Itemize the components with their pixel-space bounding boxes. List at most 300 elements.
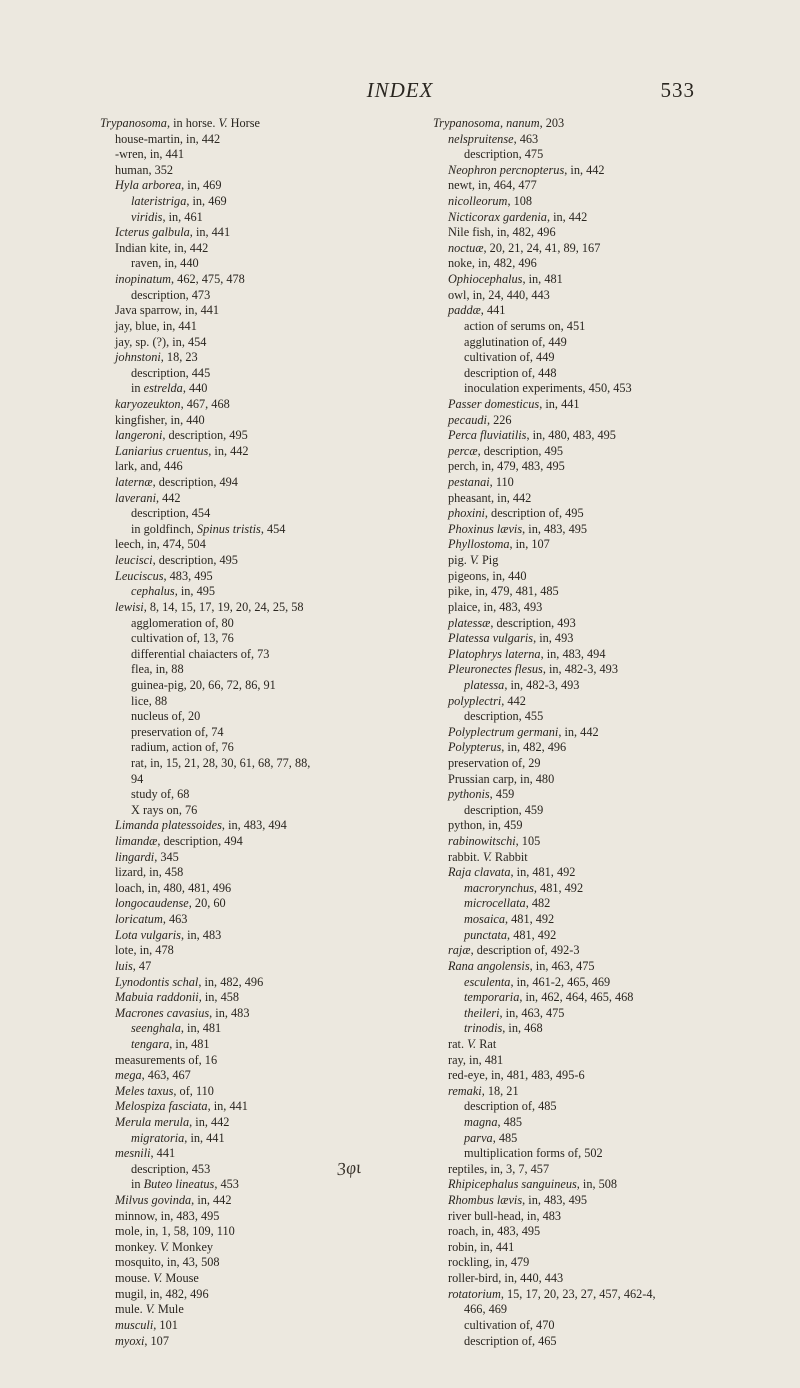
- index-entry: [100, 303, 440, 319]
- entry-text: pike, in, 479, 481, 485: [448, 584, 559, 599]
- entry-term-italic: polyplectri: [448, 693, 502, 708]
- entry-text: 466, 469: [464, 1302, 508, 1317]
- entry-term-italic: loricatum: [115, 912, 163, 927]
- index-entry: [100, 194, 440, 210]
- entry-text: , 462, 475, 478: [171, 272, 245, 287]
- entry-text: , in horse.: [166, 116, 219, 130]
- entry-term-italic: temporaria: [464, 990, 520, 1005]
- running-head: [0, 78, 800, 104]
- entry-term-italic: paddæ: [448, 303, 481, 318]
- entry-text: , 483, 495: [163, 568, 213, 583]
- entry-term-italic: percæ: [448, 443, 478, 458]
- index-entry: [100, 256, 440, 272]
- entry-term-italic: laternæ: [115, 475, 153, 490]
- entry-term-italic: Rana angolensis: [448, 958, 530, 973]
- index-entry: [433, 725, 773, 741]
- entry-text: description, 445: [131, 365, 211, 380]
- index-entry: [100, 569, 440, 585]
- entry-term-italic: punctata: [464, 927, 508, 942]
- entry-text: , 481, 492: [507, 927, 557, 942]
- index-column-right: [433, 116, 773, 1349]
- index-entry: [100, 616, 440, 632]
- entry-text: guinea-pig, 20, 66, 72, 86, 91: [131, 677, 276, 692]
- index-entry: [100, 163, 440, 179]
- entry-text: , in, 483, 495: [522, 1193, 588, 1208]
- entry-text: preservation of, 29: [448, 755, 541, 770]
- index-entry: [433, 584, 773, 600]
- entry-term-italic: V.: [482, 849, 492, 864]
- entry-text: inoculation experiments, 450, 453: [464, 381, 632, 396]
- entry-text: minnow, in, 483, 495: [115, 1208, 220, 1223]
- entry-term-italic: Neophron percnopterus: [448, 162, 565, 177]
- index-entry: [433, 163, 773, 179]
- index-entry: [100, 647, 440, 663]
- index-entry: [100, 818, 440, 834]
- entry-term-italic: Phyllostoma: [448, 537, 510, 552]
- entry-text: Nile fish, in, 482, 496: [448, 225, 556, 240]
- index-entry: [433, 350, 773, 366]
- index-entry: [433, 1177, 773, 1193]
- index-entry: [100, 896, 440, 912]
- entry-term-italic: Spinus tristis: [196, 521, 261, 536]
- entry-text: Rabbit: [491, 849, 528, 864]
- index-entry: [100, 1255, 440, 1271]
- index-entry: [100, 1037, 440, 1053]
- index-entry: [433, 1271, 773, 1287]
- entry-text: rat.: [448, 1036, 468, 1051]
- entry-text: pheasant, in, 442: [448, 490, 532, 505]
- entry-term-italic: longocaudense: [115, 896, 189, 911]
- index-entry: [100, 756, 440, 772]
- index-column-left: [100, 116, 440, 1349]
- entry-term-italic: mega: [115, 1068, 142, 1083]
- index-entry: [433, 912, 773, 928]
- index-entry: [100, 990, 440, 1006]
- index-entry: [433, 1209, 773, 1225]
- index-entry: [100, 522, 440, 538]
- entry-text: X rays on, 76: [131, 802, 198, 817]
- index-entry: [100, 865, 440, 881]
- index-entry: [433, 428, 773, 444]
- entry-text: radium, action of, 76: [131, 740, 234, 755]
- entry-text: Indian kite, in, 442: [115, 240, 209, 255]
- entry-text: , 454: [260, 521, 286, 536]
- entry-text: owl, in, 24, 440, 443: [448, 287, 550, 302]
- entry-term-italic: lewisi: [115, 599, 144, 614]
- index-entry: [433, 1255, 773, 1271]
- entry-text: 94: [131, 771, 144, 786]
- entry-text: , 20, 21, 24, 41, 89, 167: [483, 240, 601, 255]
- entry-text: , in, 481, 492: [510, 865, 576, 880]
- entry-term-italic: magna: [464, 1115, 498, 1129]
- entry-term-italic: platessæ: [448, 615, 491, 630]
- index-entry: [100, 1240, 440, 1256]
- entry-term-italic: Melospiza fasciata: [115, 1099, 208, 1114]
- entry-text: rockling, in, 479: [448, 1255, 530, 1270]
- index-entry: [100, 803, 440, 819]
- index-entry: [100, 1334, 440, 1350]
- entry-text: Rat: [476, 1036, 497, 1051]
- index-entry: [100, 350, 440, 366]
- entry-text: , of, 110: [173, 1083, 214, 1098]
- entry-term-italic: Milvus govinda: [115, 1193, 192, 1208]
- entry-text: , in, 482, 496: [501, 740, 567, 755]
- index-entry: [100, 1318, 440, 1334]
- index-entry: [100, 1146, 440, 1162]
- entry-term-italic: Meles taxus: [115, 1083, 174, 1098]
- entry-term-italic: limandæ: [115, 834, 158, 849]
- entry-text: differential chaiacters of, 73: [131, 646, 270, 661]
- index-entry: [100, 1271, 440, 1287]
- index-entry: [433, 225, 773, 241]
- entry-term-italic: inopinatum: [115, 272, 172, 287]
- entry-term-italic: V.: [467, 1036, 477, 1051]
- entry-text: lote, in, 478: [115, 943, 174, 958]
- entry-text: , in, 469: [186, 194, 227, 209]
- index-entry: [100, 662, 440, 678]
- entry-text: , 107: [144, 1333, 169, 1348]
- entry-term-italic: Rhombus lævis: [448, 1193, 523, 1208]
- entry-term-italic: Polypterus: [448, 740, 502, 755]
- entry-text: , description, 493: [490, 615, 576, 630]
- entry-term-italic: karyozeukton: [115, 396, 181, 411]
- index-entry: [433, 990, 773, 1006]
- entry-term-italic: platessa: [464, 677, 505, 692]
- index-entry: [100, 1177, 440, 1193]
- index-entry: [100, 600, 440, 616]
- entry-text: , in, 469: [181, 178, 222, 193]
- entry-term-italic: Mabuia raddonii: [115, 990, 199, 1005]
- entry-text: , 105: [515, 834, 541, 849]
- index-entry: [100, 959, 440, 975]
- index-entry: [100, 678, 440, 694]
- entry-term-italic: Hyla arborea: [115, 178, 182, 193]
- index-entry: [433, 881, 773, 897]
- entry-term-italic: parva: [464, 1130, 493, 1145]
- entry-text: , 101: [153, 1317, 178, 1332]
- index-entry: [100, 1084, 440, 1100]
- entry-text: noke, in, 482, 496: [448, 256, 537, 271]
- index-entry: [433, 896, 773, 912]
- entry-text: mosquito, in, 43, 508: [115, 1255, 220, 1270]
- entry-term-italic: Lota vulgaris: [115, 927, 181, 942]
- index-entry: [433, 132, 773, 148]
- index-entry: [433, 241, 773, 257]
- entry-term-italic: pecaudi: [448, 412, 487, 427]
- index-entry: [100, 912, 440, 928]
- index-entry: [433, 975, 773, 991]
- entry-text: , 226: [486, 412, 512, 427]
- entry-text: in: [131, 1177, 144, 1192]
- index-entry: [100, 975, 440, 991]
- entry-text: , 47: [132, 958, 152, 973]
- index-entry: [100, 241, 440, 257]
- index-entry: [100, 584, 440, 600]
- index-entry: [433, 1287, 773, 1303]
- index-entry: [433, 116, 773, 132]
- entry-term-italic: mosaica: [464, 912, 505, 927]
- index-entry: [433, 553, 773, 569]
- entry-text: Mule: [154, 1302, 184, 1317]
- entry-term-italic: Platophrys laterna: [448, 646, 541, 661]
- index-entry: [100, 553, 440, 569]
- entry-text: , in, 441: [189, 225, 231, 240]
- entry-text: python, in, 459: [448, 818, 523, 833]
- entry-text: , in, 463, 475: [529, 958, 595, 973]
- index-entry: [433, 303, 773, 319]
- entry-text: roach, in, 483, 495: [448, 1224, 541, 1239]
- index-entry: [100, 132, 440, 148]
- entry-text: , 441: [480, 303, 506, 318]
- entry-text: , 467, 468: [180, 396, 230, 411]
- entry-text: cultivation of, 13, 76: [131, 631, 234, 646]
- entry-term-italic: johnstoni: [115, 350, 161, 365]
- entry-text: , in, 458: [198, 990, 240, 1005]
- entry-text: Java sparrow, in, 441: [115, 303, 220, 318]
- entry-text: lizard, in, 458: [115, 865, 184, 880]
- entry-text: , 459: [489, 787, 515, 802]
- index-entry: [100, 850, 440, 866]
- entry-text: study of, 68: [131, 787, 190, 802]
- index-entry: [433, 678, 773, 694]
- entry-text: , in, 483, 495: [522, 521, 588, 536]
- entry-text: , 485: [497, 1115, 523, 1129]
- entry-text: , 18, 21: [481, 1083, 519, 1098]
- entry-text: , in, 442: [558, 724, 599, 739]
- index-entry: [100, 1053, 440, 1069]
- entry-term-italic: langeroni: [115, 428, 163, 443]
- index-entry: [433, 569, 773, 585]
- entry-text: pigeons, in, 440: [448, 568, 527, 583]
- index-entry: [433, 772, 773, 788]
- entry-text: -wren, in, 441: [115, 147, 184, 162]
- entry-term-italic: Polyplectrum germani: [448, 724, 559, 739]
- entry-text: jay, blue, in, 441: [115, 318, 197, 333]
- entry-text: agglomeration of, 80: [131, 615, 234, 630]
- index-entry: [100, 1193, 440, 1209]
- index-entry: [433, 1068, 773, 1084]
- index-entry: [100, 1021, 440, 1037]
- entry-term-italic: myoxi: [115, 1333, 145, 1348]
- entry-text: jay, sp. (?), in, 454: [115, 334, 207, 349]
- index-entry: [433, 740, 773, 756]
- entry-text: , in, 483, 494: [221, 818, 287, 833]
- entry-text: , 20, 60: [188, 896, 226, 911]
- entry-text: , 485: [492, 1130, 518, 1145]
- entry-text: , 463: [513, 131, 539, 146]
- index-entry: [100, 491, 440, 507]
- entry-text: description of, 485: [464, 1099, 557, 1114]
- index-entry: [100, 1006, 440, 1022]
- entry-term-italic: rotatorium: [448, 1286, 501, 1301]
- index-entry: [433, 210, 773, 226]
- entry-text: , 203: [539, 116, 565, 130]
- entry-text: , in, 495: [174, 584, 216, 599]
- index-entry: [433, 1131, 773, 1147]
- entry-term-italic: lingardi: [115, 849, 155, 864]
- entry-term-italic: rabinowitschi: [448, 834, 516, 849]
- entry-text: leech, in, 474, 504: [115, 537, 206, 552]
- index-entry: [100, 1068, 440, 1084]
- index-entry: [100, 928, 440, 944]
- index-entry: [100, 943, 440, 959]
- entry-text: roller-bird, in, 440, 443: [448, 1271, 564, 1286]
- entry-term-italic: esculenta: [464, 974, 511, 989]
- entry-text: , in, 463, 475: [499, 1005, 565, 1020]
- entry-text: , in, 442: [208, 443, 249, 458]
- index-entry: [100, 428, 440, 444]
- entry-text: , in, 107: [509, 537, 550, 552]
- index-entry: [433, 272, 773, 288]
- entry-text: ray, in, 481: [448, 1052, 504, 1067]
- index-entry: [433, 506, 773, 522]
- entry-text: , in, 483: [209, 1005, 250, 1020]
- index-entry: [100, 272, 440, 288]
- entry-text: , in, 493: [533, 631, 574, 646]
- entry-text: , description of, 492-3: [470, 943, 580, 958]
- index-entry: [433, 444, 773, 460]
- entry-text: , description, 495: [477, 443, 563, 458]
- entry-text: preservation of, 74: [131, 724, 224, 739]
- entry-text: , 8, 14, 15, 17, 19, 20, 24, 25, 58: [143, 599, 304, 614]
- entry-text: , in, 482-3, 493: [504, 677, 580, 692]
- entry-term-italic: Rhipicephalus sanguineus: [448, 1177, 577, 1192]
- entry-text: , in, 481: [169, 1036, 210, 1051]
- entry-text: description, 454: [131, 506, 211, 521]
- index-entry: [100, 881, 440, 897]
- page-number: 533: [660, 78, 695, 102]
- index-entry: [433, 288, 773, 304]
- entry-text: , 18, 23: [160, 350, 198, 365]
- entry-term-italic: phoxini: [448, 506, 485, 521]
- index-entry: [100, 444, 440, 460]
- entry-text: , in, 442: [189, 1115, 230, 1129]
- entry-text: cultivation of, 449: [464, 350, 555, 365]
- index-entry: [100, 319, 440, 335]
- entry-term-italic: trinodis: [464, 1021, 503, 1036]
- entry-term-italic: Phoxinus lævis: [448, 521, 523, 536]
- entry-text: , in, 481: [180, 1021, 222, 1036]
- entry-term-italic: estrelda: [143, 381, 183, 396]
- index-entry: [100, 631, 440, 647]
- entry-text: , 110: [489, 475, 514, 490]
- index-entry: [100, 709, 440, 725]
- index-entry: [433, 522, 773, 538]
- entry-term-italic: remaki: [448, 1083, 482, 1098]
- entry-text: lice, 88: [131, 693, 168, 708]
- index-entry: [100, 397, 440, 413]
- entry-text: , 442: [155, 490, 181, 505]
- entry-text: plaice, in, 483, 493: [448, 599, 543, 614]
- entry-term-italic: migratoria: [131, 1130, 185, 1145]
- index-entry: [100, 537, 440, 553]
- entry-term-italic: V.: [218, 116, 228, 130]
- index-entry: [433, 943, 773, 959]
- entry-text: description, 475: [464, 147, 544, 162]
- entry-text: , in, 482, 496: [198, 974, 264, 989]
- entry-text: newt, in, 464, 477: [448, 178, 537, 193]
- entry-term-italic: mesnili: [115, 1146, 151, 1161]
- entry-text: , 463, 467: [141, 1068, 191, 1083]
- entry-term-italic: seenghala: [131, 1021, 181, 1036]
- entry-text: , in, 482-3, 493: [542, 662, 618, 677]
- index-entry: [433, 818, 773, 834]
- index-entry: [433, 194, 773, 210]
- entry-term-italic: Buteo lineatus: [143, 1177, 215, 1192]
- entry-text: , in, 442: [546, 209, 588, 224]
- entry-text: , description, 495: [162, 428, 248, 443]
- entry-text: , 481, 492: [533, 880, 584, 895]
- index-entry: [433, 787, 773, 803]
- entry-text: monkey.: [115, 1239, 160, 1254]
- handwritten-margin-note: 3φι: [335, 1156, 362, 1180]
- entry-term-italic: noctuæ: [448, 240, 484, 255]
- index-entry: [100, 772, 440, 788]
- entry-text: , in, 441: [184, 1130, 225, 1145]
- entry-text: house-martin, in, 442: [115, 131, 221, 146]
- entry-term-italic: V.: [469, 553, 479, 568]
- entry-term-italic: leucisci: [115, 553, 153, 568]
- entry-text: mugil, in, 482, 496: [115, 1286, 209, 1301]
- entry-text: action of serums on, 451: [464, 318, 586, 333]
- entry-text: mouse.: [115, 1271, 154, 1286]
- entry-text: description, 455: [464, 709, 544, 724]
- index-entry: [433, 475, 773, 491]
- index-entry: [100, 787, 440, 803]
- index-entry: [433, 397, 773, 413]
- index-entry: [100, 1287, 440, 1303]
- index-entry: [433, 928, 773, 944]
- entry-term-italic: V.: [153, 1271, 163, 1286]
- index-entry: [100, 178, 440, 194]
- entry-term-italic: macrorynchus: [464, 880, 534, 895]
- entry-text: Mouse: [162, 1271, 199, 1286]
- index-entry: [100, 694, 440, 710]
- entry-term-italic: laverani: [115, 490, 156, 505]
- entry-term-italic: Leuciscus: [115, 568, 164, 583]
- entry-text: , 482: [525, 896, 551, 911]
- entry-text: , in, 508: [576, 1177, 618, 1192]
- index-entry: [433, 803, 773, 819]
- index-entry: [433, 366, 773, 382]
- entry-term-italic: pestanai: [448, 475, 490, 490]
- index-entry: [100, 1209, 440, 1225]
- entry-term-italic: nicolleorum: [448, 194, 508, 209]
- entry-term-italic: Laniarius cruentus: [115, 443, 209, 458]
- index-entry: [433, 1084, 773, 1100]
- index-entry: [100, 413, 440, 429]
- entry-text: agglutination of, 449: [464, 334, 567, 349]
- entry-text: , 15, 17, 20, 23, 27, 457, 462-4,: [500, 1286, 656, 1301]
- entry-text: description, 459: [464, 802, 544, 817]
- entry-text: , in, 461: [162, 209, 203, 224]
- index-entry: [100, 475, 440, 491]
- index-entry: [433, 600, 773, 616]
- index-entry: [433, 537, 773, 553]
- index-entry: [433, 491, 773, 507]
- entry-text: description of, 465: [464, 1333, 557, 1348]
- entry-text: , in, 483: [180, 927, 222, 942]
- index-entry: [100, 1131, 440, 1147]
- entry-text: mole, in, 1, 58, 109, 110: [115, 1224, 235, 1239]
- entry-text: nucleus of, 20: [131, 709, 201, 724]
- index-entry: [433, 865, 773, 881]
- entry-text: description, 473: [131, 287, 211, 302]
- entry-text: , description of, 495: [484, 506, 584, 521]
- index-entry: [100, 834, 440, 850]
- entry-term-italic: V.: [145, 1302, 155, 1317]
- entry-text: , description, 494: [152, 475, 238, 490]
